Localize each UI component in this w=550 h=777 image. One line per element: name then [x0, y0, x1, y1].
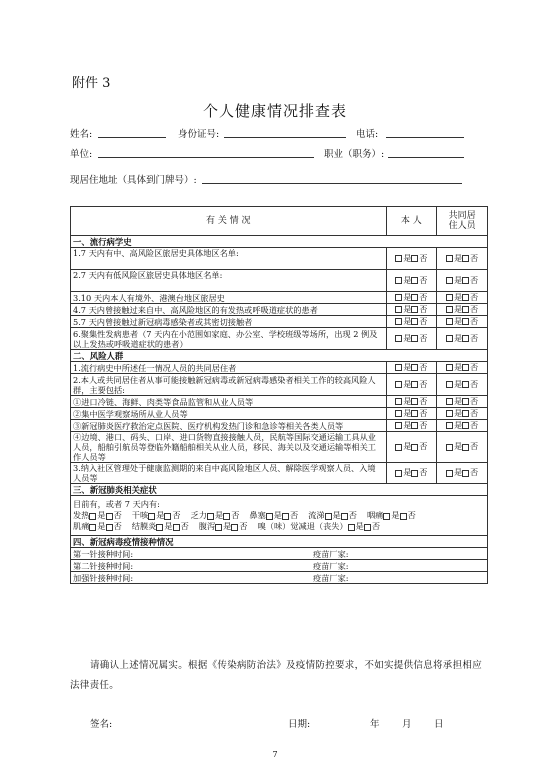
vaccine-manufacturer[interactable]: 疫苗厂家:: [313, 572, 349, 583]
vaccine-dose-time[interactable]: 加强针接种时间:: [73, 572, 134, 583]
day-label: 日: [434, 719, 444, 730]
symptom-item: 鼻塞 是 否: [249, 510, 299, 520]
vaccine-manufacturer[interactable]: 疫苗厂家:: [313, 560, 349, 571]
self-no-option[interactable]: 否: [411, 421, 427, 430]
symptom-item: 肌痛 是 否: [73, 521, 122, 531]
checkbox-icon[interactable]: [446, 444, 453, 451]
checkbox-icon[interactable]: [395, 364, 402, 371]
checkbox-icon[interactable]: [411, 444, 418, 451]
checkbox-icon[interactable]: [266, 513, 273, 520]
question-text: 3.10 天内本人有境外、港澳台地区旅居史: [71, 292, 387, 304]
checkbox-icon[interactable]: [89, 513, 96, 520]
name-field[interactable]: [98, 126, 166, 138]
checkbox-icon[interactable]: [106, 513, 113, 520]
signature-label: 签名:: [90, 719, 113, 730]
symptom-item: 腹泻 是 否: [198, 521, 248, 531]
checkbox-icon[interactable]: [446, 277, 453, 284]
question-text: ②集中医学观察场所从业人员等: [71, 408, 387, 420]
table-row: [71, 396, 488, 408]
section-header: 四、新冠病毒疫情接种情况: [71, 536, 488, 548]
self-no-option[interactable]: 否: [411, 380, 427, 389]
checkbox-icon[interactable]: [89, 524, 96, 531]
question-text: 1.流行病史中所述任一情况人员的共同居住者: [71, 362, 387, 374]
checkbox-icon[interactable]: [446, 381, 453, 388]
checkbox-icon[interactable]: [348, 524, 355, 531]
name-label: 姓名:: [70, 129, 93, 140]
table-row: [71, 292, 488, 304]
cohabitant-no-option[interactable]: 否: [462, 468, 478, 477]
checkbox-icon[interactable]: [411, 277, 418, 284]
checkbox-icon[interactable]: [446, 422, 453, 429]
checkbox-icon[interactable]: [395, 398, 402, 405]
self-no-option[interactable]: 否: [411, 305, 427, 314]
self-no-option[interactable]: 否: [411, 276, 427, 285]
checkbox-icon[interactable]: [411, 294, 418, 301]
symptom-item: 乏力 是 否: [190, 510, 240, 520]
cohabitant-no-option[interactable]: 否: [462, 293, 478, 302]
checkbox-icon[interactable]: [462, 381, 469, 388]
self-no-option[interactable]: 否: [411, 442, 427, 451]
self-yes-option[interactable]: 是: [395, 442, 411, 451]
checkbox-icon[interactable]: [383, 513, 390, 520]
checkbox-icon[interactable]: [411, 410, 418, 417]
checkbox-icon[interactable]: [411, 255, 418, 262]
checkbox-icon[interactable]: [446, 294, 453, 301]
cohabitant-no-option[interactable]: 否: [462, 254, 478, 263]
self-yes-option[interactable]: 是: [395, 317, 411, 326]
checkbox-icon[interactable]: [411, 470, 418, 477]
self-yes-option[interactable]: 是: [395, 421, 411, 430]
self-yes-option[interactable]: 是: [395, 276, 411, 285]
checkbox-icon[interactable]: [164, 513, 171, 520]
cohabitant-no-option[interactable]: 否: [462, 409, 478, 418]
checkbox-icon[interactable]: [215, 524, 222, 531]
address-field[interactable]: [202, 172, 462, 184]
self-yes-option[interactable]: 是: [395, 397, 411, 406]
symptom-row: [71, 496, 488, 536]
date-label: 日期:: [288, 719, 311, 730]
checkbox-icon[interactable]: [462, 364, 469, 371]
cohabitant-yes-option[interactable]: 是: [446, 442, 462, 451]
vaccine-dose-time[interactable]: 第一针接种时间:: [73, 548, 134, 559]
checkbox-icon[interactable]: [462, 306, 469, 313]
table-row: [71, 408, 488, 420]
cohabitant-yes-option[interactable]: 是: [446, 334, 462, 343]
cohabitant-yes-option[interactable]: 是: [446, 305, 462, 314]
checkbox-icon[interactable]: [411, 398, 418, 405]
cohabitant-yes-option[interactable]: 是: [446, 380, 462, 389]
checkbox-icon[interactable]: [446, 470, 453, 477]
checkbox-icon[interactable]: [282, 513, 289, 520]
table-row: [71, 316, 488, 328]
checkbox-icon[interactable]: [462, 444, 469, 451]
cohabitant-no-option[interactable]: 否: [462, 305, 478, 314]
declaration-text: 请确认上述情况属实。根据《传染病防治法》及疫情防控要求，不如实提供信息将承担相应法律责任。: [70, 660, 483, 691]
checkbox-icon[interactable]: [395, 294, 402, 301]
section-header: 二、风险人群: [71, 350, 488, 362]
question-text: 4.7 天内曾接触过来自中、高风险地区的有发热或呼吸道症状的患者: [71, 304, 387, 316]
vaccine-manufacturer[interactable]: 疫苗厂家:: [313, 548, 349, 559]
table-row: [71, 463, 488, 484]
self-no-option[interactable]: 否: [411, 293, 427, 302]
checkbox-icon[interactable]: [395, 255, 402, 262]
table-row: [71, 328, 488, 350]
checkbox-icon[interactable]: [395, 318, 402, 325]
checkbox-icon[interactable]: [462, 470, 469, 477]
phone-label: 电话:: [356, 129, 379, 140]
question-text: ①进口冷链、海鲜、肉类等食品监管和从业人员等: [71, 396, 387, 408]
self-no-option[interactable]: 否: [411, 363, 427, 372]
table-row: [71, 270, 488, 292]
self-no-option[interactable]: 否: [411, 254, 427, 263]
cohabitant-no-option[interactable]: 否: [462, 442, 478, 451]
self-no-option[interactable]: 否: [411, 334, 427, 343]
occupation-field[interactable]: [388, 146, 464, 158]
checkbox-icon[interactable]: [223, 513, 230, 520]
checkbox-icon[interactable]: [395, 470, 402, 477]
cohabitant-no-option[interactable]: 否: [462, 317, 478, 326]
cohabitant-no-option[interactable]: 否: [462, 276, 478, 285]
checkbox-icon[interactable]: [395, 444, 402, 451]
header-self: 本 人: [386, 207, 437, 236]
address-label: 现居住地址（具体到门牌号）:: [70, 175, 197, 186]
question-text: 3.纳入社区管理处于健康监测期的来自中高风险地区人员、解除医学观察人员、入境人员等: [71, 463, 387, 484]
cohabitant-yes-option[interactable]: 是: [446, 409, 462, 418]
self-no-option[interactable]: 否: [411, 397, 427, 406]
self-yes-option[interactable]: 是: [395, 254, 411, 263]
checkbox-icon[interactable]: [462, 255, 469, 262]
id-number-field[interactable]: [224, 126, 346, 138]
question-text: ③新冠肺炎医疗救治定点医院、医疗机构发热门诊和急诊等相关各类人员等: [71, 420, 387, 432]
checkbox-icon[interactable]: [411, 318, 418, 325]
vaccine-row: [71, 548, 488, 560]
self-yes-option[interactable]: 是: [395, 380, 411, 389]
symptom-item: 干咳 是 否: [131, 510, 181, 520]
work-unit-label: 单位:: [70, 149, 93, 160]
symptom-item: 咽痛 是 否: [366, 510, 416, 520]
symptom-item: 流涕 是 否: [308, 510, 357, 520]
checkbox-icon[interactable]: [446, 306, 453, 313]
symptom-line-1: [73, 510, 485, 521]
checkbox-icon[interactable]: [462, 422, 469, 429]
cohabitant-no-option[interactable]: 否: [462, 334, 478, 343]
health-check-table: [70, 206, 488, 584]
header-cohabitant: 共同居 住人员: [437, 207, 488, 236]
table-row: [71, 362, 488, 374]
symptom-intro: 目前有，或者 7 天内有:: [73, 499, 160, 509]
checkbox-icon[interactable]: [411, 335, 418, 342]
question-text: 2.7 天内有低风险区旅居史具体地区名单:: [71, 270, 387, 292]
table-row: [71, 304, 488, 316]
section-header: 一、流行病学史: [71, 236, 488, 248]
cohabitant-yes-option[interactable]: 是: [446, 317, 462, 326]
cohabitant-yes-option[interactable]: 是: [446, 468, 462, 477]
vaccine-row: [71, 560, 488, 572]
checkbox-icon[interactable]: [462, 335, 469, 342]
phone-field[interactable]: [386, 126, 464, 138]
checkbox-icon[interactable]: [395, 277, 402, 284]
checkbox-icon[interactable]: [231, 524, 238, 531]
checkbox-icon[interactable]: [462, 318, 469, 325]
checkbox-icon[interactable]: [446, 364, 453, 371]
checkbox-icon[interactable]: [400, 513, 407, 520]
checkbox-icon[interactable]: [106, 524, 113, 531]
checkbox-icon[interactable]: [462, 294, 469, 301]
occupation-label: 职业（职务）:: [324, 149, 385, 160]
checkbox-icon[interactable]: [395, 381, 402, 388]
checkbox-icon[interactable]: [446, 410, 453, 417]
checkbox-icon[interactable]: [341, 513, 348, 520]
self-yes-option[interactable]: 是: [395, 409, 411, 418]
cohabitant-yes-option[interactable]: 是: [446, 293, 462, 302]
id-number-label: 身份证号:: [178, 129, 220, 140]
checkbox-icon[interactable]: [173, 524, 180, 531]
attachment-label: 附件 3: [72, 76, 111, 91]
work-unit-field[interactable]: [98, 146, 314, 158]
checkbox-icon[interactable]: [411, 306, 418, 313]
cohabitant-yes-option[interactable]: 是: [446, 397, 462, 406]
checkbox-icon[interactable]: [395, 422, 402, 429]
checkbox-icon[interactable]: [325, 513, 332, 520]
question-text: 2.本人或共同居住者从事可能接触新冠病毒或新冠病毒感染者相关工作的较高风险人群，主要包括:: [71, 374, 387, 396]
vaccine-dose-time[interactable]: 第二针接种时间:: [73, 560, 134, 571]
checkbox-icon[interactable]: [148, 513, 155, 520]
table-row: [71, 432, 488, 463]
vaccine-row: [71, 572, 488, 584]
checkbox-icon[interactable]: [462, 398, 469, 405]
question-text: 6.聚集性发病患者（7 天内在小范围如家庭、办公室、学校班级等场所，出现 2 例及以上发热或呼吸道症状的患者）: [71, 328, 387, 350]
cohabitant-no-option[interactable]: 否: [462, 363, 478, 372]
page-number: 7: [272, 750, 278, 759]
cohabitant-no-option[interactable]: 否: [462, 380, 478, 389]
symptom-line-2: [73, 521, 485, 532]
checkbox-icon[interactable]: [446, 335, 453, 342]
cohabitant-yes-option[interactable]: 是: [446, 363, 462, 372]
question-text: ④边境、港口、码头、口岸、进口货物直接接触人员，民航等国际交通运输工具从业人员，船舶引航员等登临外籍船舶相关从业人员，移民、海关以及交通运输等相关工作人员等: [71, 432, 387, 463]
year-label: 年: [370, 719, 380, 730]
checkbox-icon[interactable]: [395, 306, 402, 313]
question-text: 5.7 天内曾接触过新冠病毒感染者或其密切接触者: [71, 316, 387, 328]
self-yes-option[interactable]: 是: [395, 293, 411, 302]
checkbox-icon[interactable]: [207, 513, 214, 520]
symptom-item: 结膜炎 是 否: [131, 521, 189, 531]
self-yes-option[interactable]: 是: [395, 305, 411, 314]
self-yes-option[interactable]: 是: [395, 334, 411, 343]
symptom-item: 发热 是 否: [73, 510, 122, 520]
checkbox-icon[interactable]: [446, 398, 453, 405]
checkbox-icon[interactable]: [446, 318, 453, 325]
self-no-option[interactable]: 否: [411, 409, 427, 418]
checkbox-icon[interactable]: [156, 524, 163, 531]
checkbox-icon[interactable]: [411, 381, 418, 388]
form-title: 个人健康情况排查表: [202, 102, 347, 120]
table-row: [71, 420, 488, 432]
checkbox-icon[interactable]: [395, 410, 402, 417]
checkbox-icon[interactable]: [411, 364, 418, 371]
checkbox-icon[interactable]: [462, 410, 469, 417]
self-no-option[interactable]: 否: [411, 317, 427, 326]
cohabitant-no-option[interactable]: 否: [462, 397, 478, 406]
self-no-option[interactable]: 否: [411, 468, 427, 477]
table-row: [71, 374, 488, 396]
self-yes-option[interactable]: 是: [395, 468, 411, 477]
header-item: 有 关 情 况: [71, 207, 387, 236]
checkbox-icon[interactable]: [364, 524, 371, 531]
symptom-item: 嗅（味）觉减退（丧失） 是 否: [257, 521, 381, 531]
checkbox-icon[interactable]: [446, 255, 453, 262]
checkbox-icon[interactable]: [395, 335, 402, 342]
self-yes-option[interactable]: 是: [395, 363, 411, 372]
month-label: 月: [402, 719, 412, 730]
cohabitant-yes-option[interactable]: 是: [446, 421, 462, 430]
section-header: 三、新冠肺炎相关症状: [71, 484, 488, 496]
table-row: [71, 248, 488, 270]
cohabitant-no-option[interactable]: 否: [462, 421, 478, 430]
checkbox-icon[interactable]: [411, 422, 418, 429]
table-header-row: [71, 207, 488, 236]
checkbox-icon[interactable]: [462, 277, 469, 284]
cohabitant-yes-option[interactable]: 是: [446, 276, 462, 285]
question-text: 1.7 天内有中、高风险区旅居史具体地区名单:: [71, 248, 387, 270]
cohabitant-yes-option[interactable]: 是: [446, 254, 462, 263]
